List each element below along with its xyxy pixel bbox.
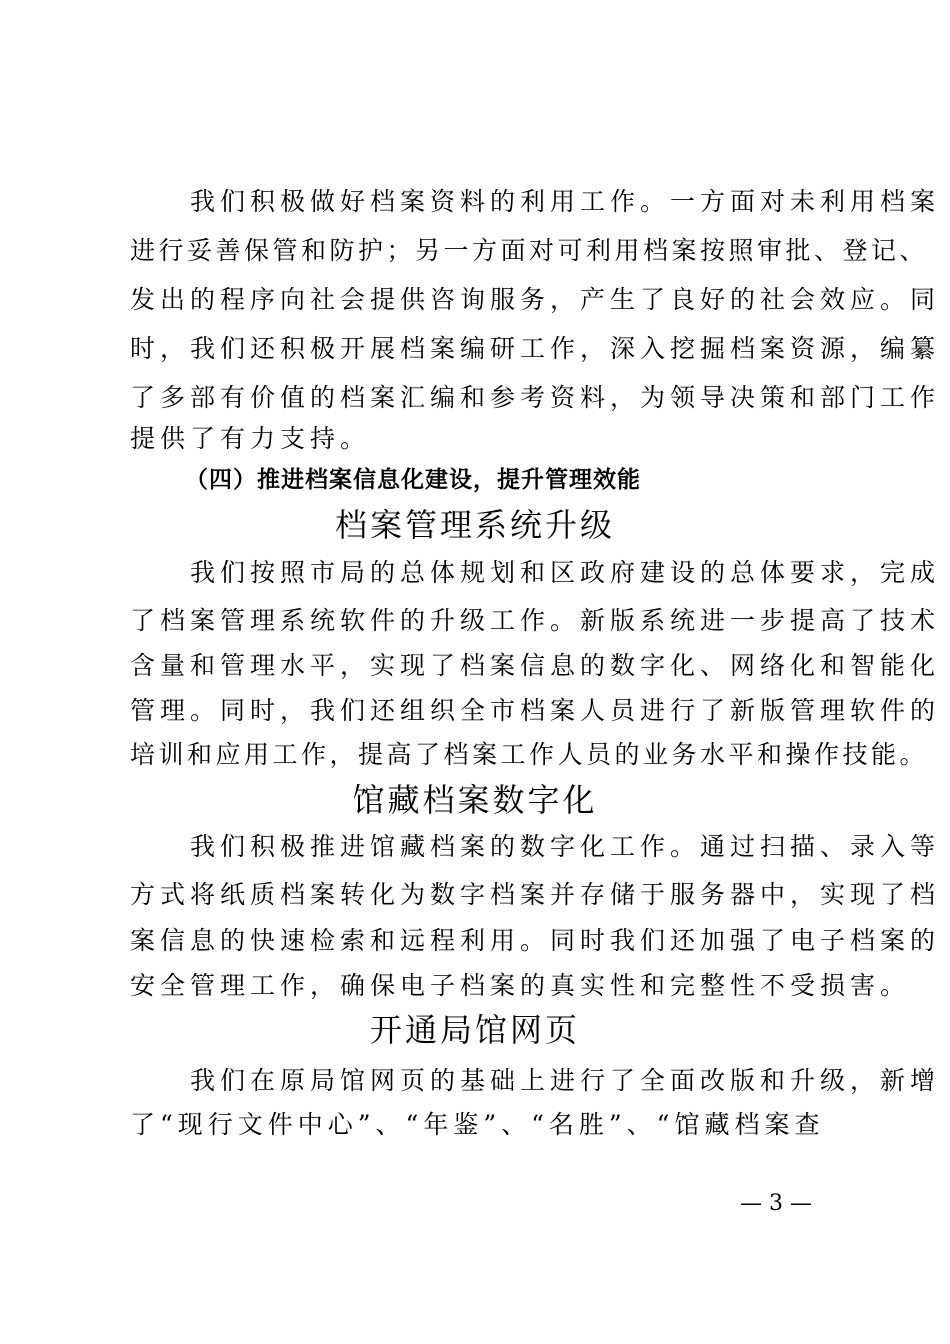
- paragraph-line: 进行妥善保管和防护；另一方面对可利用档案按照审批、登记、: [130, 236, 929, 265]
- paragraph-line: 了档案管理系统软件的升级工作。新版系统进一步提高了技术: [130, 606, 941, 635]
- subtitle-system-upgrade: 档案管理系统升级: [334, 506, 615, 544]
- paragraph-line: 提供了有力支持。: [130, 424, 371, 453]
- paragraph-line: 培训和应用工作，提高了档案工作人员的业务水平和操作技能。: [130, 740, 929, 769]
- paragraph-line: 管理。同时，我们还组织全市档案人员进行了新版管理软件的: [130, 696, 941, 725]
- paragraph-line: 时，我们还积极开展档案编研工作，深入挖掘档案资源，编纂: [130, 334, 941, 363]
- paragraph-line: 我们积极推进馆藏档案的数字化工作。通过扫描、录入等: [130, 832, 941, 861]
- paragraph-line: 含量和管理水平，实现了档案信息的数字化、网络化和智能化: [130, 651, 941, 680]
- paragraph-line: 我们按照市局的总体规划和区政府建设的总体要求，完成: [130, 558, 941, 587]
- paragraph-line: 案信息的快速检索和远程利用。同时我们还加强了电子档案的: [130, 926, 941, 955]
- subtitle-website: 开通局馆网页: [369, 1011, 580, 1049]
- paragraph-line: 我们在原局馆网页的基础上进行了全面改版和升级，新增: [130, 1066, 941, 1095]
- subtitle-digitization: 馆藏档案数字化: [352, 781, 598, 819]
- paragraph-line: 发出的程序向社会提供咨询服务，产生了良好的社会效应。同: [130, 285, 941, 314]
- paragraph-line: 了“现行文件中心”、“年鉴”、“名胜”、“馆藏档案查: [130, 1110, 825, 1139]
- paragraph-line: 我们积极做好档案资料的利用工作。一方面对未利用档案: [130, 187, 941, 216]
- paragraph-line: 了多部有价值的档案汇编和参考资料，为领导决策和部门工作: [130, 383, 941, 412]
- paragraph-line: 方式将纸质档案转化为数字档案并存储于服务器中，实现了档: [130, 880, 941, 909]
- page-number: — 3 —: [740, 1191, 812, 1216]
- section-heading: （四）推进档案信息化建设，提升管理效能: [185, 466, 641, 493]
- paragraph-line: 安全管理工作，确保电子档案的真实性和完整性不受损害。: [130, 971, 911, 1000]
